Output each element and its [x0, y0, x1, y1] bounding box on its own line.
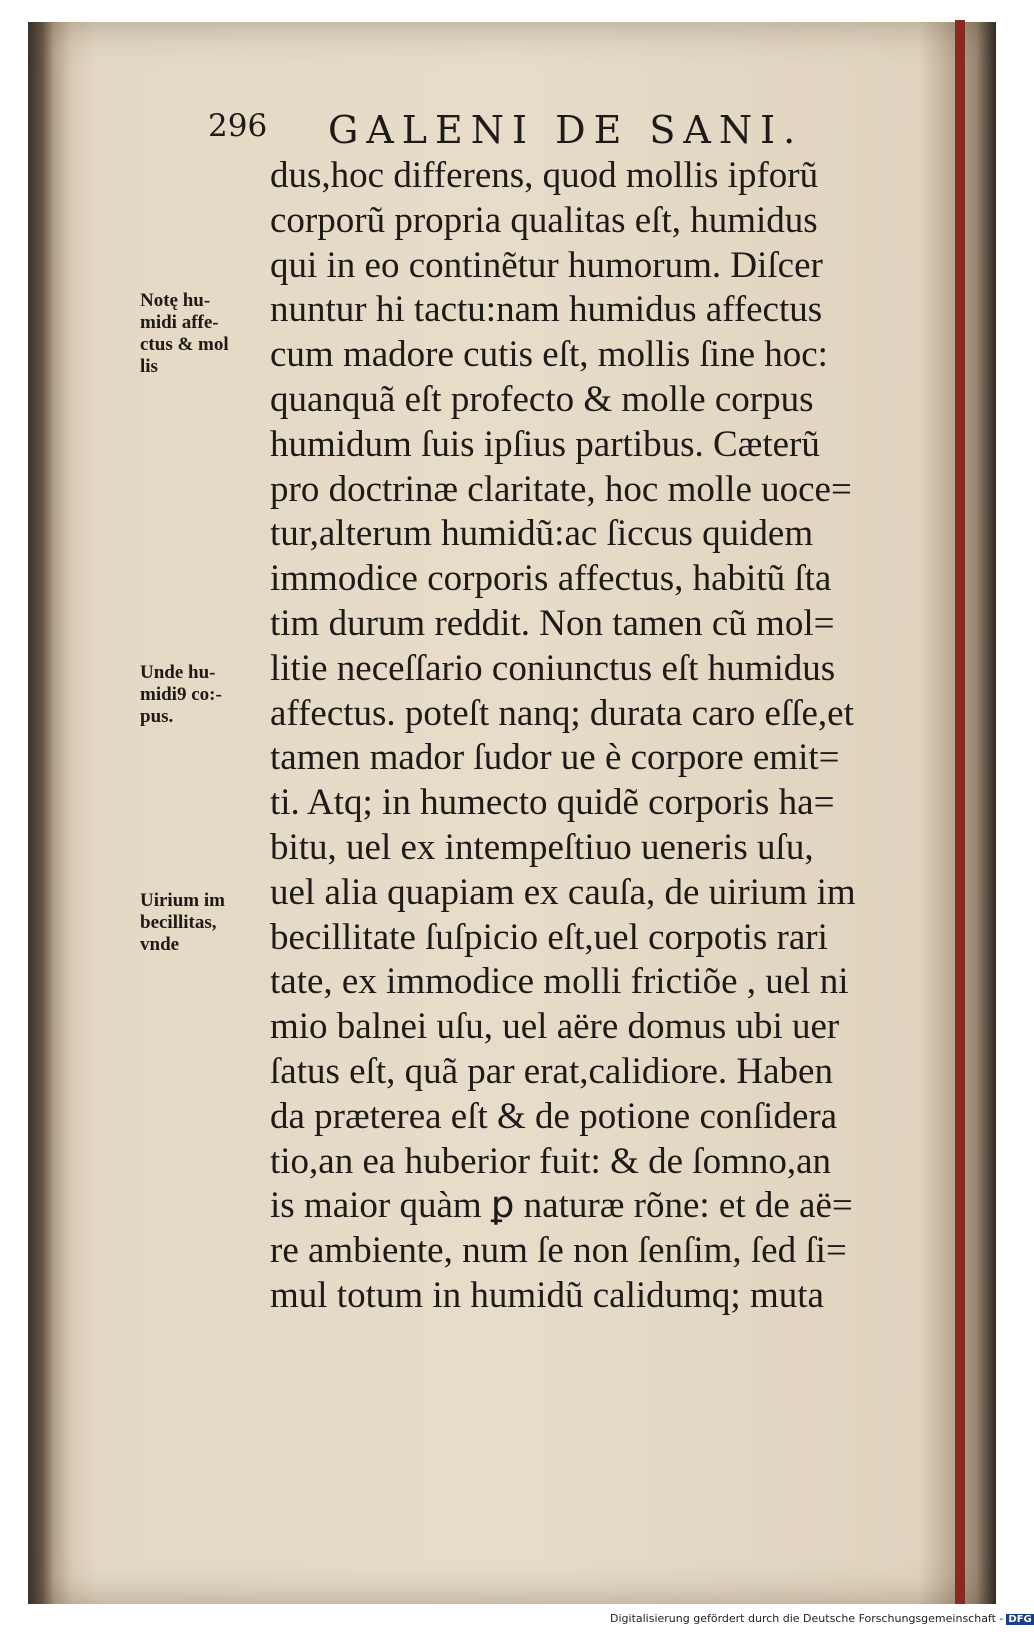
text-line: uel alia quapiam ex cauſa, de uirium im [270, 871, 856, 913]
margin-note-line: Uirium im [140, 890, 225, 911]
text-line: cum madore cutis eſt, mollis ſine hoc: [270, 334, 828, 376]
text-line: humidum ſuis ipſius partibus. Cæterũ [270, 423, 820, 465]
text-line: nuntur hi tactu:nam humidus affectus [270, 289, 823, 331]
margin-note-line: midi9 co:- [140, 684, 222, 705]
text-line: corporũ propria qualitas eſt, humidus [270, 199, 818, 241]
text-line: ti. Atq; in humecto quidẽ corporis ha= [270, 782, 835, 824]
text-line: mio balnei uſu, uel aëre domus ubi uer [270, 1006, 840, 1048]
margin-note-line: pus. [140, 706, 174, 727]
text-line: mul totum in humidũ calidumq; muta [270, 1274, 824, 1316]
text-line: ſatus eſt, quã par erat,calidiore. Haben [270, 1050, 833, 1092]
margin-note-line: lis [140, 356, 158, 377]
text-line: bitu, uel ex intempeſtiuo ueneris uſu, [270, 826, 814, 868]
text-line: tur,alterum humidũ:ac ſiccus quidem [270, 513, 814, 555]
text-line: qui in eo continẽtur humorum. Diſcer [270, 244, 823, 286]
text-line: dus,hoc differens, quod mollis ipforũ [270, 155, 819, 196]
body-text [270, 154, 920, 1319]
margin-note-line: becillitas, [140, 912, 217, 933]
text-line: affectus. poteſt nanq; durata caro eſſe,et [270, 692, 854, 734]
margin-note-line: ctus & mol [140, 334, 229, 355]
page-number: 296 [208, 108, 268, 144]
text-line: tio,an ea huberior fuit: & de ſomno,an [270, 1140, 832, 1182]
credit-text: Digitalisierung gefördert durch die Deutsche Forschungsgemeinschaft - [610, 1612, 1004, 1625]
text-line: becillitate ſuſpicio eſt,uel corpotis rari [270, 916, 828, 958]
margin-note-line: Unde hu- [140, 662, 216, 683]
margin-note-2 [140, 662, 272, 728]
digitization-credit [610, 1612, 1034, 1625]
margin-note-3 [140, 890, 272, 956]
text-line: tim durum reddit. Non tamen cũ mol= [270, 602, 835, 644]
text-line: da præterea eſt & de potione conſidera [270, 1095, 838, 1137]
margin-note-line: midi affe- [140, 312, 219, 333]
text-line: is maior quàm ꝑ naturæ rõne: et de aë= [270, 1185, 853, 1227]
text-line: tate, ex immodice molli frictiõe , uel ni [270, 961, 849, 1003]
margin-note-1 [140, 290, 272, 378]
text-line: litie neceſſario coniunctus eſt humidus [270, 647, 836, 689]
text-line: tamen mador ſudor ue è corpore emit= [270, 737, 840, 779]
dfg-logo: DFG [1008, 1614, 1032, 1625]
margin-note-line: vnde [140, 934, 180, 955]
text-line: immodice corporis affectus, habitũ ſta [270, 558, 832, 600]
text-line: pro doctrinæ claritate, hoc molle uoce= [270, 468, 852, 510]
book-page [60, 28, 960, 1598]
margin-note-line: Notę hu- [140, 290, 211, 311]
text-line: quanquã eſt profecto & molle corpus [270, 378, 814, 420]
running-title: GALENI DE SANI. [328, 108, 804, 152]
text-line: re ambiente, num ſe non ſenſim, ſed ſi= [270, 1230, 847, 1272]
